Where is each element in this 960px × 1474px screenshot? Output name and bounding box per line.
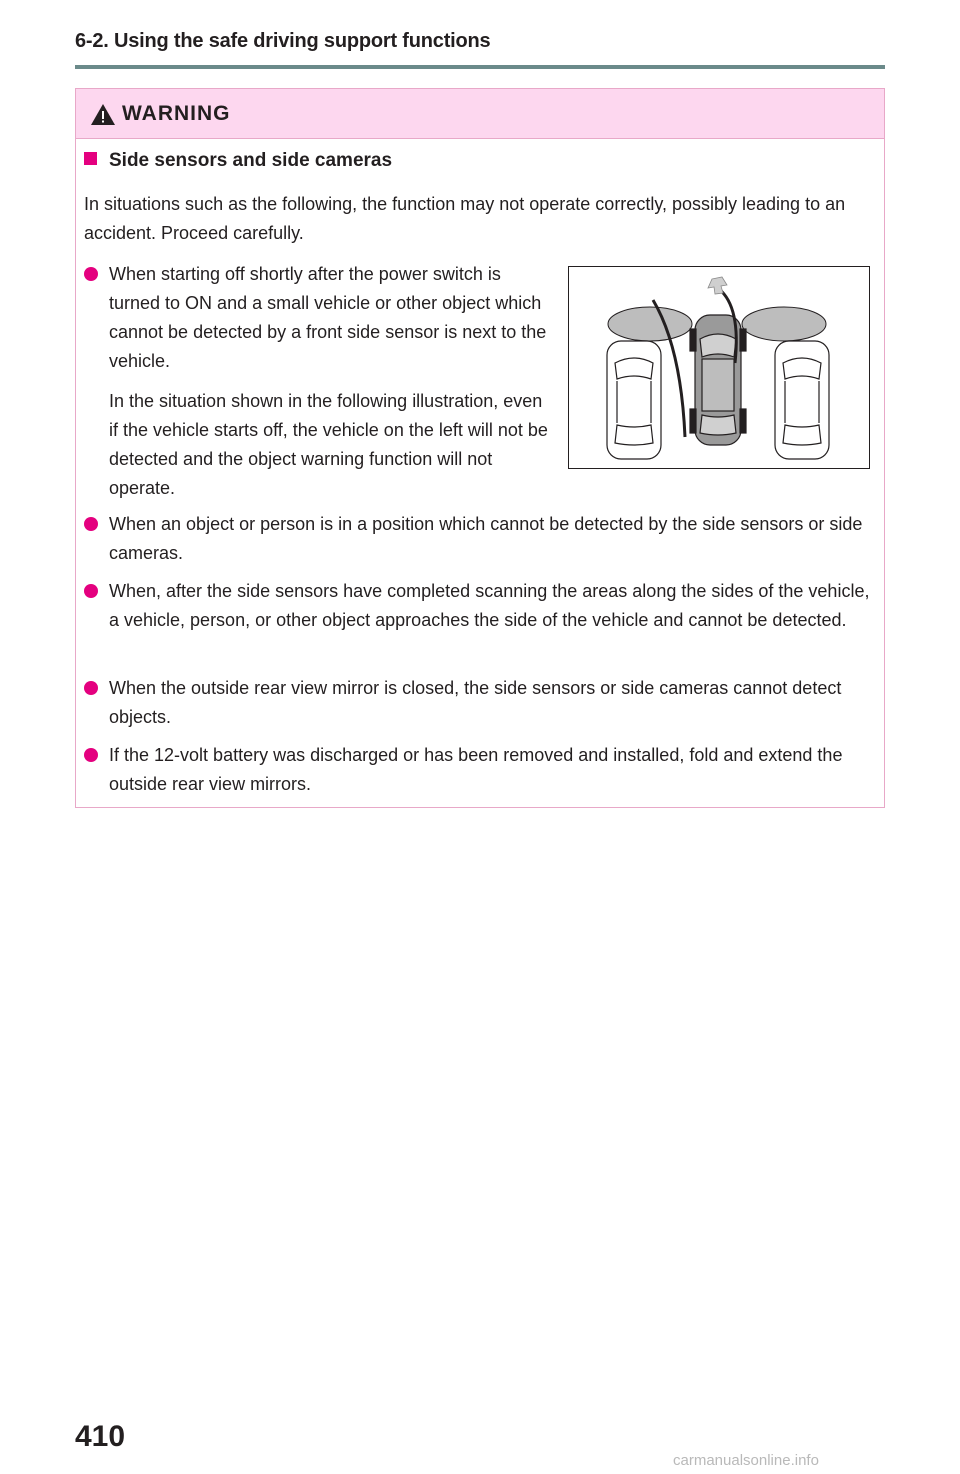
section-title: 6-2. Using the safe driving support functions bbox=[75, 30, 491, 52]
square-bullet-icon bbox=[84, 152, 97, 165]
list-item-note: In the situation shown in the following illustration, even if the vehicle starts off, the vehicle on the left will not be detected and the object warning function will not operate. bbox=[109, 391, 548, 498]
bullet-dot-icon bbox=[84, 517, 98, 531]
bullet-dot-icon bbox=[84, 681, 98, 695]
warning-triangle-icon bbox=[90, 103, 116, 126]
list-item: When an object or person is in a position which cannot be detected by the side sensors or side cameras. bbox=[84, 510, 874, 568]
warning-title: WARNING bbox=[122, 102, 231, 125]
list-item: When starting off shortly after the power switch is turned to ON and a small vehicle or other object which cannot be detected by a front side sensor is next to the vehicle. In the situation shown in the following illustration, even if the vehicle starts off, the vehicle on the left will not be detected and the object warning function will not operate. bbox=[84, 260, 554, 503]
warning-box bbox=[75, 88, 885, 808]
bullet-dot-icon bbox=[84, 748, 98, 762]
vehicle-detection-diagram bbox=[569, 267, 869, 468]
page-number: 410 bbox=[75, 1420, 126, 1453]
bullet-dot-icon bbox=[84, 584, 98, 598]
warning-heading: Side sensors and side cameras bbox=[84, 150, 392, 172]
bullet-dot-icon bbox=[84, 267, 98, 281]
list-item: If the 12-volt battery was discharged or has been removed and installed, fold and extend the outside rear view mirrors. bbox=[84, 741, 874, 799]
watermark: carmanualsonline.info bbox=[673, 1452, 819, 1469]
warning-header bbox=[76, 89, 884, 139]
list-item: When the outside rear view mirror is closed, the side sensors or side cameras cannot detect objects. bbox=[84, 674, 874, 732]
list-item: When, after the side sensors have completed scanning the areas along the sides of the vehicle, a vehicle, person, or other object approaches the side of the vehicle and cannot be detected. bbox=[84, 577, 874, 635]
header-rule bbox=[75, 65, 885, 69]
parking-illustration bbox=[568, 266, 870, 469]
warning-intro: In situations such as the following, the function may not operate correctly, possibly leading to an accident. Proceed carefully. bbox=[84, 194, 846, 243]
